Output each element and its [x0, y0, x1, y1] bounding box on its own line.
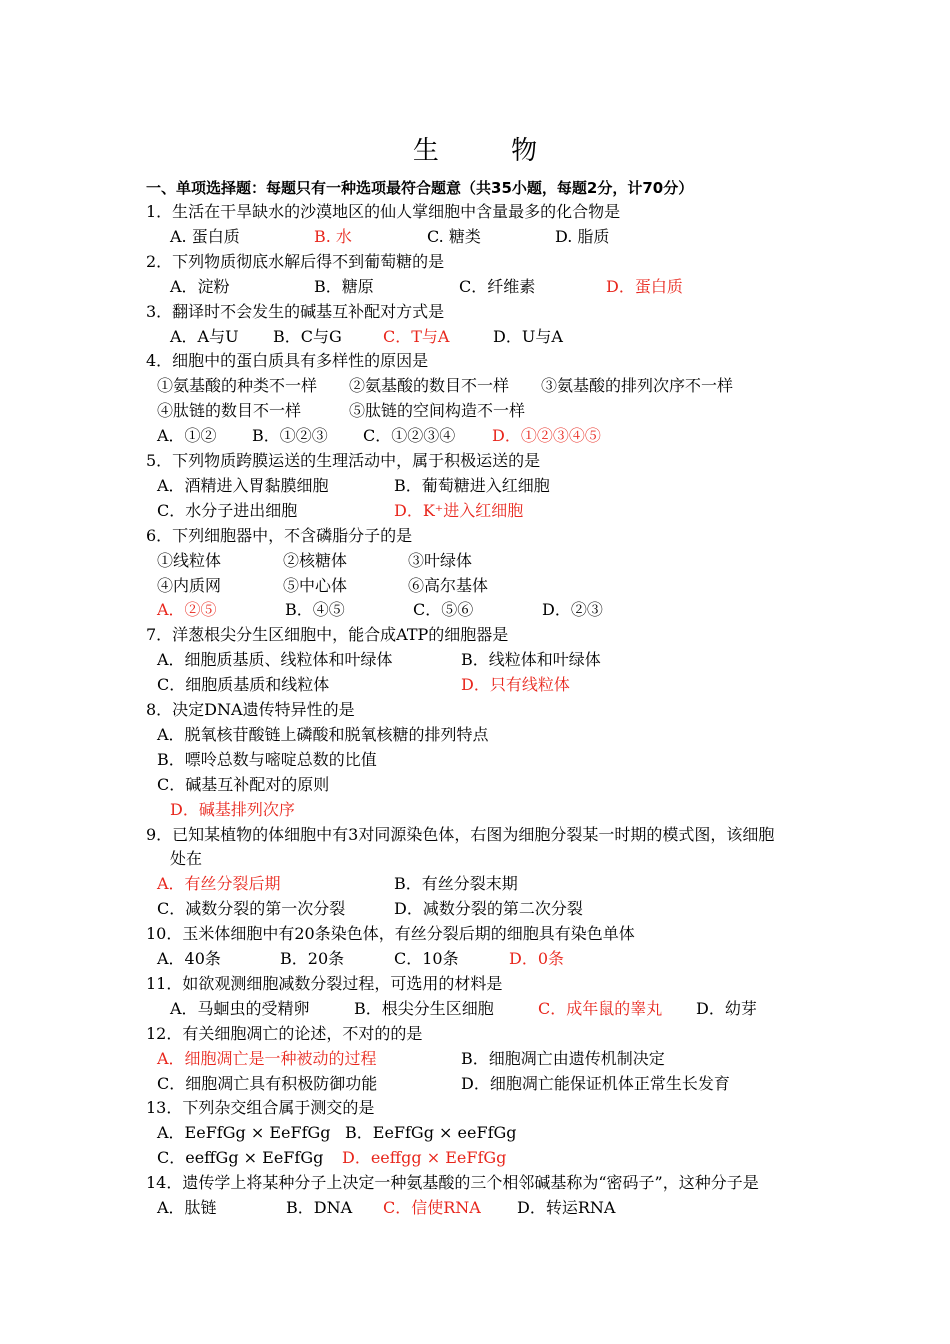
option: A．酒精进入胃黏膜细胞: [157, 475, 329, 495]
question-stem: [0, 849, 950, 869]
statement-item: ⑤中心体: [283, 575, 348, 595]
option-row: [0, 476, 950, 496]
option: A．马蛔虫的受精卵: [170, 998, 310, 1018]
option: D．细胞凋亡能保证机体正常生长发育: [461, 1073, 730, 1093]
option: B．线粒体和叶绿体: [461, 650, 601, 670]
option-row: [0, 874, 950, 894]
question-stem: [0, 451, 950, 471]
option: A．A与U: [170, 326, 239, 346]
statement-row: [0, 401, 950, 421]
option-row: [0, 600, 950, 620]
question-stem-text: 9．已知某植物的体细胞中有3对同源染色体，右图为细胞分裂某一时期的模式图，该细胞: [146, 824, 775, 844]
statement-item: ①氨基酸的种类不一样: [157, 376, 318, 396]
option-row: [0, 1148, 950, 1168]
option-row: [0, 725, 950, 745]
option: C．细胞凋亡具有积极防御功能: [157, 1073, 378, 1093]
answer-option: A．②⑤: [157, 600, 217, 620]
statement-item: ②氨基酸的数目不一样: [349, 376, 510, 396]
option: B．葡萄糖进入红细胞: [394, 475, 550, 495]
statement-item: ⑥高尔基体: [408, 575, 489, 595]
question-stem: [0, 825, 950, 845]
statement-row: [0, 551, 950, 571]
option-row: [0, 1049, 950, 1069]
option: D．幼芽: [696, 998, 757, 1018]
question-stem-text: 12．有关细胞凋亡的论述，不对的的是: [146, 1023, 423, 1043]
statement-item: ④内质网: [157, 575, 222, 595]
question-stem-text: 13．下列杂交组合属于测交的是: [146, 1098, 375, 1118]
question-stem-text: 6．下列细胞器中，不含磷脂分子的是: [146, 525, 413, 545]
question-stem-text: 10．玉米体细胞中有20条染色体，有丝分裂后期的细胞具有染色单体: [146, 924, 635, 944]
option: B．①②③: [252, 426, 328, 446]
question-stem: [0, 1173, 950, 1193]
question-stem: [0, 1098, 950, 1118]
option: C．10条: [394, 949, 459, 968]
answer-option: B. 水: [314, 226, 352, 246]
statement-item: ④肽链的数目不一样: [157, 401, 302, 421]
option: C．⑤⑥: [413, 600, 474, 620]
option-row: [0, 949, 950, 969]
question-stem: [0, 1024, 950, 1044]
option: B．糖原: [314, 276, 374, 296]
answer-option: D．eeffgg × EeFfGg: [342, 1148, 507, 1168]
statement-item: ①线粒体: [157, 550, 222, 570]
option: A．①②: [157, 426, 217, 446]
option-row: [0, 775, 950, 795]
option: B．20条: [280, 949, 345, 968]
question-stem-text: 7．洋葱根尖分生区细胞中，能合成ATP的细胞器是: [146, 625, 509, 645]
answer-option: C．信使RNA: [383, 1198, 481, 1217]
option: B．C与G: [273, 326, 342, 346]
question-stem: [0, 202, 950, 222]
question-stem: [0, 924, 950, 944]
option: C. 糖类: [427, 226, 481, 246]
statement-row: [0, 576, 950, 596]
option: D．减数分裂的第二次分裂: [394, 899, 583, 919]
option-row: [0, 650, 950, 670]
question-stem-text: 8．决定DNA遗传特异性的是: [146, 700, 355, 719]
answer-option: D．只有线粒体: [461, 675, 570, 695]
statement-row: [0, 376, 950, 396]
option: C．①②③④: [363, 426, 456, 446]
question-stem-text: 4．细胞中的蛋白质具有多样性的原因是: [146, 351, 429, 371]
page-title: 生 物: [412, 136, 570, 166]
option: A．肽链: [157, 1198, 217, 1217]
question-stem-text: 11．如欲观测细胞减数分裂过程，可选用的材料是: [146, 973, 503, 993]
option: B．④⑤: [285, 600, 345, 620]
option: A．淀粉: [170, 276, 230, 296]
option-row: [0, 999, 950, 1019]
question-stem: [0, 625, 950, 645]
answer-option: D．0条: [509, 949, 565, 968]
option-row: [0, 426, 950, 446]
option: A. 蛋白质: [170, 226, 240, 246]
question-stem-text: 处在: [170, 849, 203, 869]
answer-option: C．成年鼠的睾丸: [538, 998, 663, 1018]
option: B．EeFfGg × eeFfGg: [345, 1123, 517, 1143]
option-row: [0, 1198, 950, 1218]
question-stem: [0, 526, 950, 546]
question-stem: [0, 974, 950, 994]
option: B．嘌呤总数与嘧啶总数的比值: [157, 749, 377, 769]
option: D．②③: [542, 600, 603, 620]
answer-option: D．碱基排列次序: [170, 799, 295, 819]
option: A．40条: [157, 949, 221, 968]
answer-option: D．蛋白质: [606, 276, 683, 296]
option-row: [0, 277, 950, 297]
answer-option: A．细胞凋亡是一种被动的过程: [157, 1048, 377, 1068]
option: C．纤维素: [459, 276, 536, 296]
option: C．碱基互补配对的原则: [157, 774, 330, 794]
question-stem-text: 2．下列物质彻底水解后得不到葡萄糖的是: [146, 251, 445, 271]
option: A．细胞质基质、线粒体和叶绿体: [157, 650, 393, 670]
option: C．eeffGg × EeFfGg: [157, 1148, 324, 1168]
option-row: [0, 501, 950, 521]
statement-item: ⑤肽链的空间构造不一样: [349, 401, 526, 421]
option: B．有丝分裂末期: [394, 874, 518, 894]
question-stem: [0, 252, 950, 272]
option: C．水分子进出细胞: [157, 500, 298, 520]
option-row: [0, 1074, 950, 1094]
option-row: [0, 1123, 950, 1143]
question-stem-text: 3．翻译时不会发生的碱基互补配对方式是: [146, 301, 445, 321]
option: D. 脂质: [555, 226, 610, 246]
option: D．U与A: [493, 326, 563, 346]
answer-option: C．T与A: [383, 326, 450, 346]
section-heading: 一、单项选择题：每题只有一种选项最符合题意（共35小题，每题2分，计70分）: [146, 179, 694, 197]
option-row: [0, 675, 950, 695]
option-row: [0, 227, 950, 247]
option-row: [0, 899, 950, 919]
option: D．转运RNA: [517, 1198, 616, 1217]
option: A．EeFfGg × EeFfGg: [157, 1123, 331, 1143]
answer-option: D．①②③④⑤: [492, 426, 601, 446]
option: B．根尖分生区细胞: [354, 998, 494, 1018]
question-stem: [0, 351, 950, 371]
answer-option: D．K⁺进入红细胞: [394, 500, 524, 520]
option-row: [0, 327, 950, 347]
question-stem: [0, 700, 950, 720]
option-row: [0, 800, 950, 820]
statement-item: ③叶绿体: [408, 550, 473, 570]
option: C．减数分裂的第一次分裂: [157, 899, 346, 919]
answer-option: A．有丝分裂后期: [157, 874, 281, 894]
option: B．细胞凋亡由遗传机制决定: [461, 1048, 665, 1068]
statement-item: ②核糖体: [283, 550, 348, 570]
option-row: [0, 750, 950, 770]
statement-item: ③氨基酸的排列次序不一样: [541, 376, 734, 396]
question-stem-text: 1．生活在干旱缺水的沙漠地区的仙人掌细胞中含量最多的化合物是: [146, 202, 621, 221]
option: C．细胞质基质和线粒体: [157, 675, 330, 695]
question-stem-text: 5．下列物质跨膜运送的生理活动中，属于积极运送的是: [146, 451, 541, 470]
option: B．DNA: [286, 1198, 353, 1217]
option: A．脱氧核苷酸链上磷酸和脱氧核糖的排列特点: [157, 724, 489, 744]
question-stem: [0, 302, 950, 322]
question-stem-text: 14．遗传学上将某种分子上决定一种氨基酸的三个相邻碱基称为“密码子”，这种分子是: [146, 1173, 759, 1193]
